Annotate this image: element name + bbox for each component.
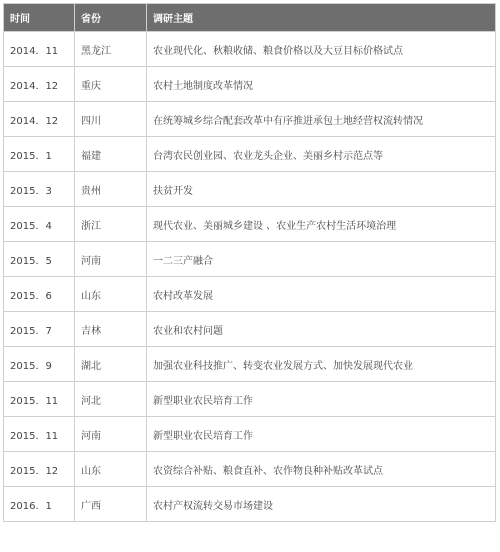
cell-time: 2015．7 [4,312,75,347]
table-row [4,347,496,382]
cell-province: 重庆 [75,67,147,102]
cell-province: 山东 [75,277,147,312]
table-row [4,312,496,347]
cell-province: 山东 [75,452,147,487]
cell-province: 河南 [75,242,147,277]
cell-time: 2015．3 [4,172,75,207]
cell-time: 2014．11 [4,32,75,67]
table-row [4,102,496,137]
research-table [3,3,496,522]
table-row [4,487,496,522]
cell-topic: 农资综合补贴、粮食直补、农作物良种补贴改革试点 [147,452,496,487]
header-row [4,4,496,32]
cell-time: 2015．1 [4,137,75,172]
cell-topic: 扶贫开发 [147,172,496,207]
cell-time: 2015．5 [4,242,75,277]
cell-province: 黑龙江 [75,32,147,67]
cell-time: 2015．9 [4,347,75,382]
table-body [4,32,496,522]
cell-province: 广西 [75,487,147,522]
cell-topic: 农业现代化、秋粮收储、粮食价格以及大豆目标价格试点 [147,32,496,67]
cell-province: 浙江 [75,207,147,242]
cell-province: 吉林 [75,312,147,347]
cell-time: 2014．12 [4,102,75,137]
cell-province: 贵州 [75,172,147,207]
table-row [4,32,496,67]
cell-topic: 新型职业农民培育工作 [147,382,496,417]
cell-province: 四川 [75,102,147,137]
table-row [4,207,496,242]
cell-time: 2016．1 [4,487,75,522]
table-row [4,452,496,487]
cell-time: 2015．4 [4,207,75,242]
cell-topic: 台湾农民创业园、农业龙头企业、美丽乡村示范点等 [147,137,496,172]
cell-province: 河北 [75,382,147,417]
table-row [4,277,496,312]
cell-topic: 在统筹城乡综合配套改革中有序推进承包土地经营权流转情况 [147,102,496,137]
cell-topic: 一二三产融合 [147,242,496,277]
cell-topic: 加强农业科技推广、转变农业发展方式、加快发展现代农业 [147,347,496,382]
cell-province: 河南 [75,417,147,452]
cell-topic: 农业和农村问题 [147,312,496,347]
cell-province: 福建 [75,137,147,172]
cell-topic: 农村产权流转交易市场建设 [147,487,496,522]
table-row [4,172,496,207]
header-topic: 调研主题 [147,4,496,32]
header-province: 省份 [75,4,147,32]
cell-time: 2014．12 [4,67,75,102]
table-row [4,137,496,172]
cell-topic: 现代农业、美丽城乡建设 、农业生产农村生活环境治理 [147,207,496,242]
table-header [4,4,496,32]
cell-province: 湖北 [75,347,147,382]
table-row [4,382,496,417]
cell-topic: 农村改革发展 [147,277,496,312]
cell-time: 2015．11 [4,382,75,417]
cell-time: 2015．6 [4,277,75,312]
cell-time: 2015．12 [4,452,75,487]
cell-topic: 新型职业农民培育工作 [147,417,496,452]
header-time: 时间 [4,4,75,32]
table-row [4,242,496,277]
table-row [4,417,496,452]
table-row [4,67,496,102]
cell-time: 2015．11 [4,417,75,452]
cell-topic: 农村土地制度改革情况 [147,67,496,102]
